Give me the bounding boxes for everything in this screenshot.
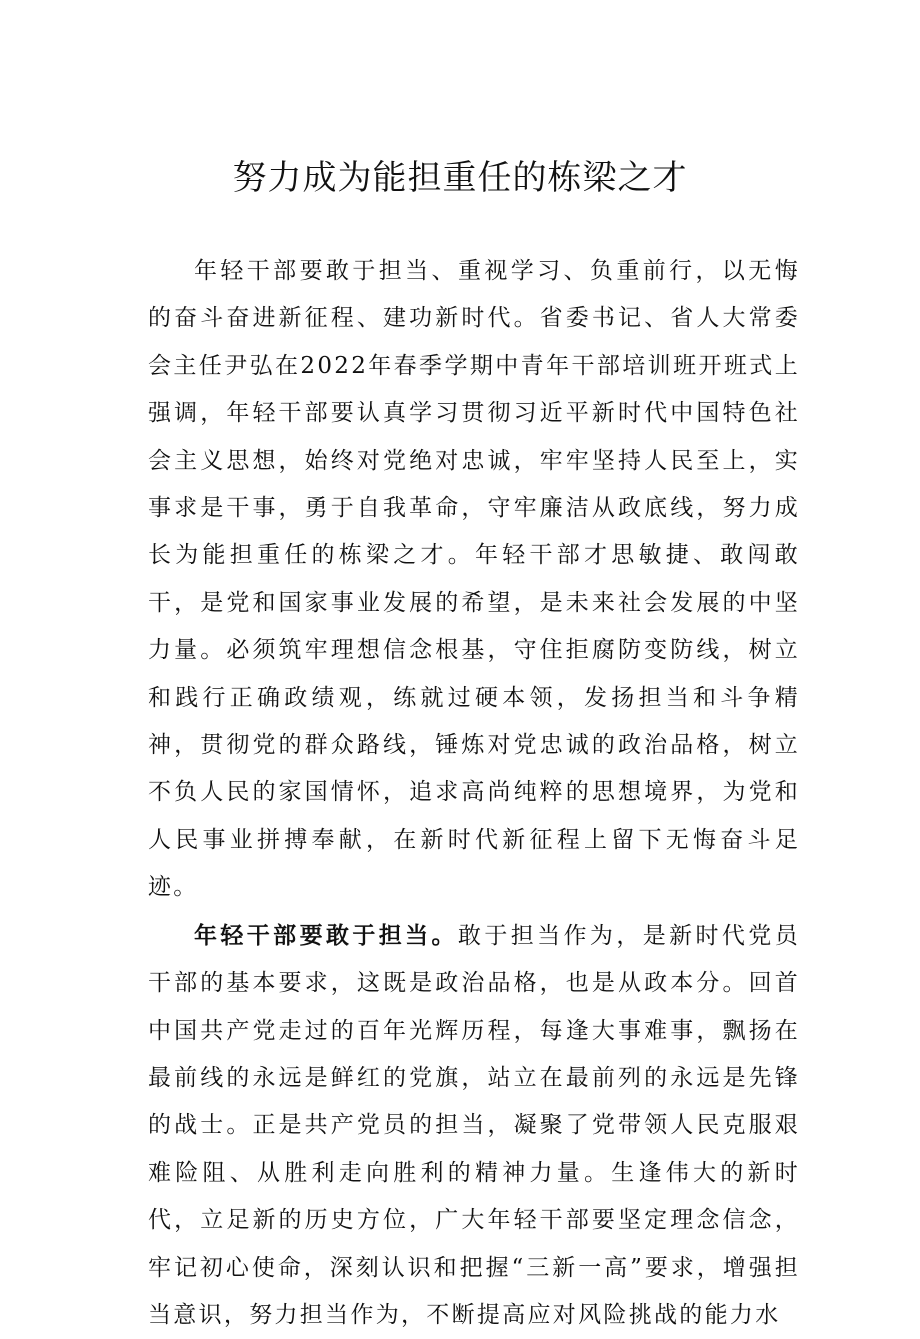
paragraph-2 (148, 912, 800, 1339)
document-body (148, 247, 800, 1339)
paragraph-1 (148, 247, 800, 912)
paragraph-2-lead: 年轻干部要敢于担当。 (194, 921, 458, 949)
paragraph-1-text: 年轻干部要敢于担当、重视学习、负重前行，以无悔的奋斗奋进新征程、建功新时代。省委书记、省人大常委会主任尹弘在2022年春季学期中青年干部培训班开班式上强调，年轻干部要认真学习贯彻习近平新时代中国特色社会主义思想，始终对党绝对忠诚，牢牢坚持人民至上，实事求是干事，勇于自我革命，守牢廉洁从政底线，努力成长为能担重任的栋梁之才。年轻干部才思敏捷、敢闯敢干，是党和国家事业发展的希望，是未来社会发展的中坚力量。必须筑牢理想信念根基，守住拒腐防变防线，树立和践行正确政绩观，练就过硬本领，发扬担当和斗争精神，贯彻党的群众路线，锤炼对党忠诚的政治品格，树立不负人民的家国情怀，追求高尚纯粹的思想境界，为党和人民事业拼搏奉献，在新时代新征程上留下无悔奋斗足迹。 (148, 258, 800, 901)
paragraph-2-text: 敢于担当作为，是新时代党员干部的基本要求，这既是政治品格，也是从政本分。回首中国共产党走过的百年光辉历程，每逢大事难事，飘扬在最前线的永远是鲜红的党旗，站立在最前列的永远是先锋的战士。正是共产党员的担当，凝聚了党带领人民克服艰难险阻、从胜利走向胜利的精神力量。生逢伟大的新时代，立足新的历史方位，广大年轻干部要坚定理念信念，牢记初心使命，深刻认识和把握“三新一高”要求，增强担当意识，努力担当作为，不断提高应对风险挑战的能力水 (148, 922, 800, 1328)
document-title: 努力成为能担重任的栋梁之才 (232, 158, 688, 198)
